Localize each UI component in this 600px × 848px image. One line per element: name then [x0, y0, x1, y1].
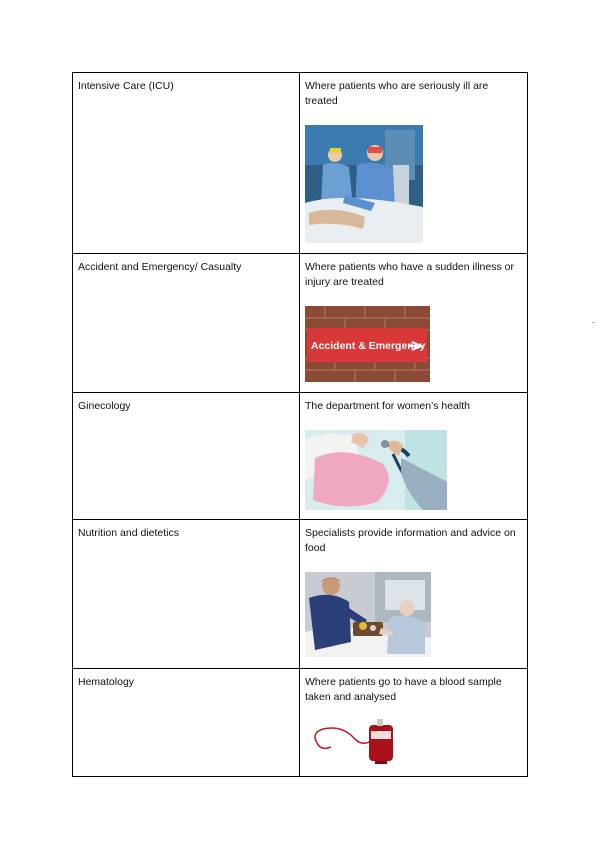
department-description: Where patients who have a sudden illness or injury are treated — [305, 261, 514, 288]
departments-table — [72, 72, 528, 777]
department-description-cell — [300, 669, 528, 777]
icu-photo — [305, 125, 423, 243]
department-description: Where patients go to have a blood sample taken and analysed — [305, 676, 502, 703]
table-row — [73, 73, 528, 254]
nutrition-photo — [305, 572, 431, 657]
department-description: Where patients who are seriously ill are treated — [305, 80, 489, 107]
department-description-cell — [300, 520, 528, 669]
stray-mark: . — [592, 315, 595, 325]
department-name-cell: Ginecology — [73, 393, 300, 520]
accident-emergency-sign-photo — [305, 306, 430, 382]
table-row — [73, 669, 528, 777]
department-description-cell — [300, 254, 528, 393]
gynecology-photo — [305, 430, 447, 510]
blood-bag-photo — [305, 713, 395, 767]
department-description: The department for women’s health — [305, 400, 470, 412]
department-name-cell: Accident and Emergency/ Casualty — [73, 254, 300, 393]
table-row — [73, 393, 528, 520]
department-name-cell: Intensive Care (ICU) — [73, 73, 300, 254]
department-description-cell — [300, 393, 528, 520]
department-name-cell: Nutrition and dietetics — [73, 520, 300, 669]
department-description: Specialists provide information and advice on food — [305, 527, 516, 554]
table-row — [73, 254, 528, 393]
department-description-cell — [300, 73, 528, 254]
table-row — [73, 520, 528, 669]
department-name-cell: Hematology — [73, 669, 300, 777]
sign-text: Accident & Emergency — [311, 340, 426, 352]
